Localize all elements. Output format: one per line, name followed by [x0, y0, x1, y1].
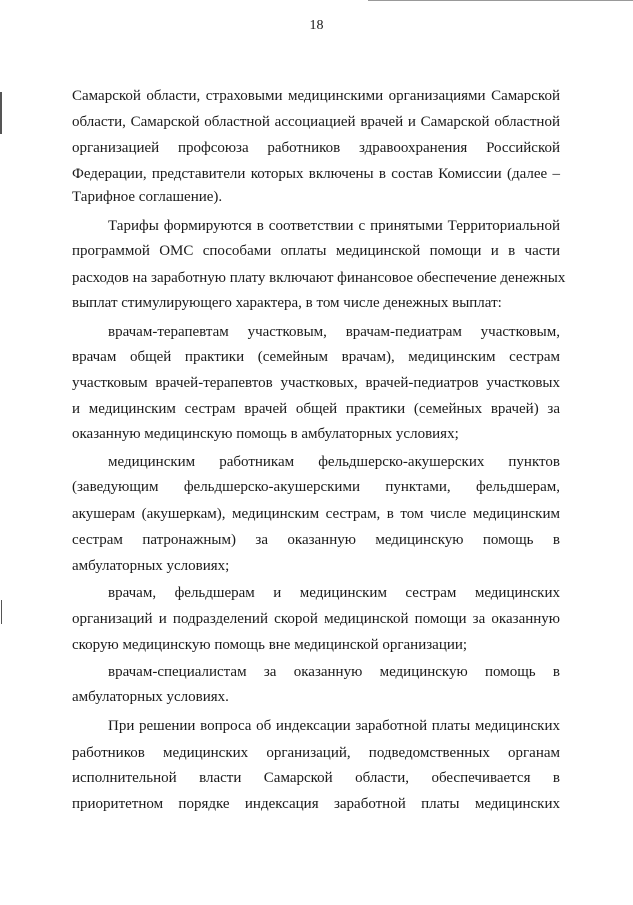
text-line: врачам-терапевтам участковым, врачам-педиатрам участковым, [108, 324, 560, 340]
text-line: скорую медицинскую помощь вне медицинской организации; [72, 637, 468, 653]
text-line: Самарской области, страховыми медицинскими организациями Самарской [72, 88, 560, 104]
text-line: врачам-специалистам за оказанную медицинскую помощь в [108, 664, 560, 680]
text-line: организацией профсоюза работников здравоохранения Российской [72, 140, 560, 156]
text-line: исполнительной власти Самарской области, обеспечивается в [72, 770, 560, 786]
text-line: расходов на заработную плату включают финансовое обеспечение денежных [72, 270, 566, 286]
text-line: медицинским работникам фельдшерско-акушерских пунктов [108, 454, 560, 470]
scan-edge-mark [0, 92, 2, 134]
scan-edge-mark [1, 600, 2, 624]
text-line: области, Самарской областной ассоциацией врачей и Самарской областной [72, 114, 560, 130]
text-line: акушерам (акушеркам), медицинским сестрам, в том числе медицинским [72, 506, 560, 522]
text-line: Тарифное соглашение). [72, 189, 223, 205]
text-line: сестрам патронажным) за оказанную медицинскую помощь в [72, 532, 560, 548]
text-line: оказанную медицинскую помощь в амбулаторных условиях; [72, 426, 459, 442]
text-line: Федерации, представители которых включены в состав Комиссии (далее – [72, 166, 560, 182]
text-line: приоритетном порядке индексация заработной платы медицинских [72, 796, 560, 812]
text-line: выплат стимулирующего характера, в том числе денежных выплат: [72, 295, 502, 311]
text-line: врачам, фельдшерам и медицинским сестрам медицинских [108, 585, 560, 601]
text-line: работников медицинских организаций, подведомственных органам [72, 745, 560, 761]
scan-top-mark [368, 0, 633, 1]
text-line: При решении вопроса об индексации заработной платы медицинских [108, 718, 560, 734]
text-line: участковым врачей-терапевтов участковых, врачей-педиатров участковых [72, 375, 560, 391]
text-line: (заведующим фельдшерско-акушерскими пунктами, фельдшерам, [72, 479, 560, 495]
page-number: 18 [309, 18, 324, 33]
text-line: программой ОМС способами оплаты медицинской помощи и в части [72, 243, 560, 259]
text-line: врачам общей практики (семейным врачам), медицинским сестрам [72, 349, 560, 365]
text-line: организаций и подразделений скорой медицинской помощи за оказанную [72, 611, 560, 627]
text-line: амбулаторных условиях. [72, 689, 229, 705]
text-line: амбулаторных условиях; [72, 558, 230, 574]
text-line: Тарифы формируются в соответствии с принятыми Территориальной [108, 218, 560, 234]
text-line: и медицинским сестрам врачей общей практики (семейных врачей) за [72, 401, 560, 417]
